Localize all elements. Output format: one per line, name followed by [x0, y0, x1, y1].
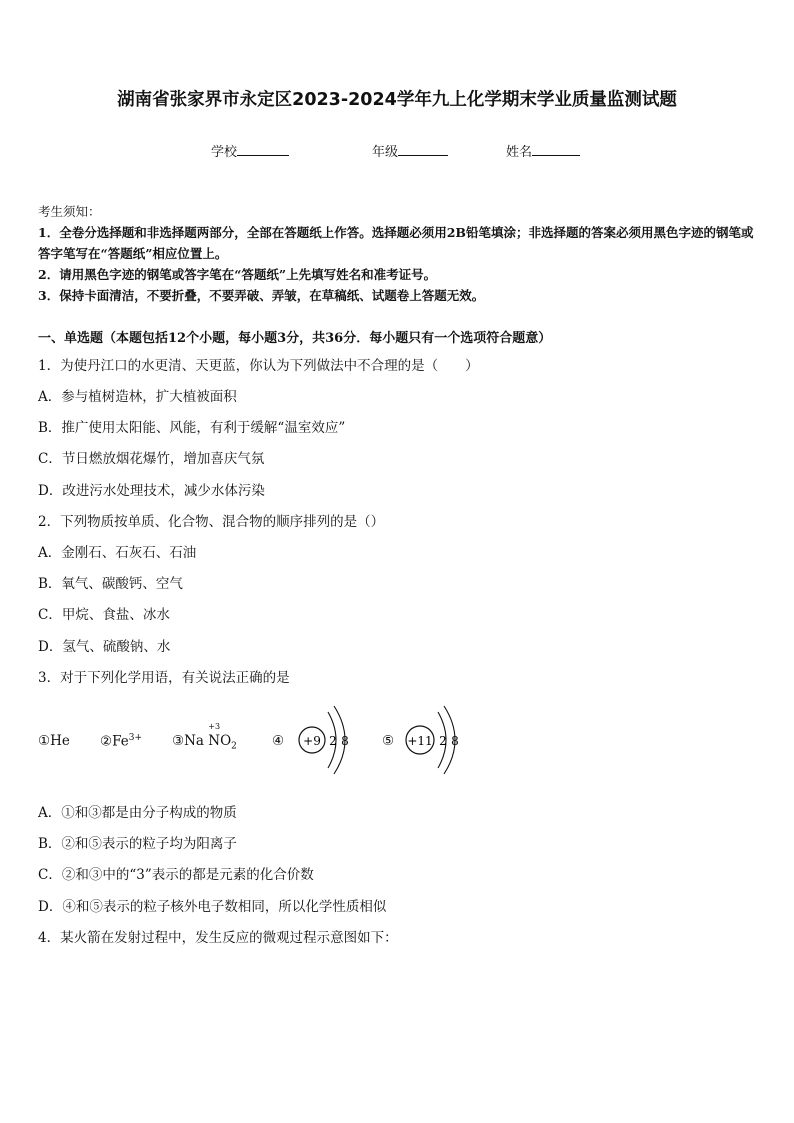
name-field — [506, 141, 580, 160]
question-3-stem: 3．对于下列化学用语，有关说法正确的是 — [38, 670, 290, 686]
atom-5-shell-1: 2 — [439, 734, 447, 748]
page-title: 湖南省张家界市永定区2023-2024学年九上化学期末学业质量监测试题 — [117, 90, 677, 110]
formula-3-label: ③ — [172, 733, 185, 749]
formula-3-o: O — [220, 733, 232, 749]
formula-3-n-valence: +3 — [208, 722, 221, 731]
question-1-option-b: B．推广使用太阳能、风能，有利于缓解“温室效应” — [38, 420, 346, 436]
atom-structure-diagram-4 — [294, 702, 374, 778]
school-field — [211, 141, 289, 160]
question-2-option-d: D．氢气、硫酸钠、水 — [38, 639, 171, 655]
grade-blank — [398, 142, 448, 156]
formula-3-o-subscript: 2 — [231, 741, 237, 752]
formula-3-na: Na — [184, 733, 204, 749]
question-1-option-d: D．改进污水处理技术，减少水体污染 — [38, 483, 265, 499]
atom-4-shell-1: 2 — [329, 734, 337, 748]
formula-3-n-wrap — [208, 722, 221, 749]
atom-4-nucleus: +9 — [303, 734, 321, 748]
formula-1 — [38, 733, 70, 749]
formula-2 — [100, 733, 142, 750]
question-2-option-a: A．金刚石、石灰石、石油 — [38, 545, 197, 561]
formula-3-n: N — [208, 733, 221, 749]
chemical-formulas — [38, 702, 498, 778]
atom-structure-diagram-5 — [402, 702, 492, 778]
question-2-stem: 2．下列物质按单质、化合物、混合物的顺序排列的是（） — [38, 514, 385, 530]
name-blank — [532, 142, 580, 156]
question-1-option-c: C．节日燃放烟花爆竹，增加喜庆气氛 — [38, 451, 265, 467]
notice-item: 3．保持卡面清洁，不要折叠，不要弄破、弄皱，在草稿纸、试题卷上答题无效。 — [38, 288, 485, 303]
atom-5-shell-2: 8 — [451, 734, 459, 748]
question-1-stem: 1．为使丹江口的水更清、天更蓝，你认为下列做法中不合理的是（ ） — [38, 358, 479, 374]
notice-item: 1．全卷分选择题和非选择题两部分，全部在答题纸上作答。选择题必须用2B铅笔填涂；非选择题的答案必须用黑色字迹的钢笔或答字笔写在“答题纸”相应位置上。 — [38, 225, 754, 261]
exam-notice — [38, 201, 758, 306]
atom-5-nucleus: +11 — [407, 734, 433, 748]
question-3-option-a: A．①和③都是由分子构成的物质 — [38, 805, 237, 821]
formula-4-label: ④ — [272, 733, 285, 749]
formula-3 — [172, 722, 237, 752]
question-2-option-b: B．氧气、碳酸钙、空气 — [38, 576, 183, 592]
question-1-option-a: A．参与植树造林，扩大植被面积 — [38, 389, 237, 405]
formula-2-charge: 3+ — [128, 733, 143, 743]
grade-label: 年级 — [372, 145, 399, 160]
name-label: 姓名 — [506, 145, 533, 160]
notice-heading: 考生须知： — [38, 204, 101, 219]
formula-5-label: ⑤ — [382, 733, 395, 749]
grade-field — [372, 141, 448, 160]
question-3-option-b: B．②和⑤表示的粒子均为阳离子 — [38, 836, 237, 852]
formula-1-symbol: He — [50, 733, 70, 749]
formula-2-symbol: Fe — [112, 733, 129, 750]
question-3-option-d: D．④和⑤表示的粒子核外电子数相同，所以化学性质相似 — [38, 899, 387, 915]
question-3-option-c: C．②和③中的“3”表示的都是元素的化合价数 — [38, 867, 314, 883]
question-4-stem: 4．某火箭在发射过程中，发生反应的微观过程示意图如下： — [38, 930, 398, 946]
question-2-option-c: C．甲烷、食盐、冰水 — [38, 607, 170, 623]
notice-item: 2．请用黑色字迹的钢笔或答字笔在“答题纸”上先填写姓名和准考证号。 — [38, 267, 437, 282]
atom-4-shell-2: 8 — [341, 734, 349, 748]
school-blank — [237, 142, 289, 156]
school-label: 学校 — [211, 145, 238, 160]
formula-1-label: ① — [38, 733, 51, 749]
formula-2-label: ② — [100, 733, 113, 750]
section-heading: 一、单选题（本题包括12个小题，每小题3分，共36分．每小题只有一个选项符合题意） — [38, 331, 552, 346]
